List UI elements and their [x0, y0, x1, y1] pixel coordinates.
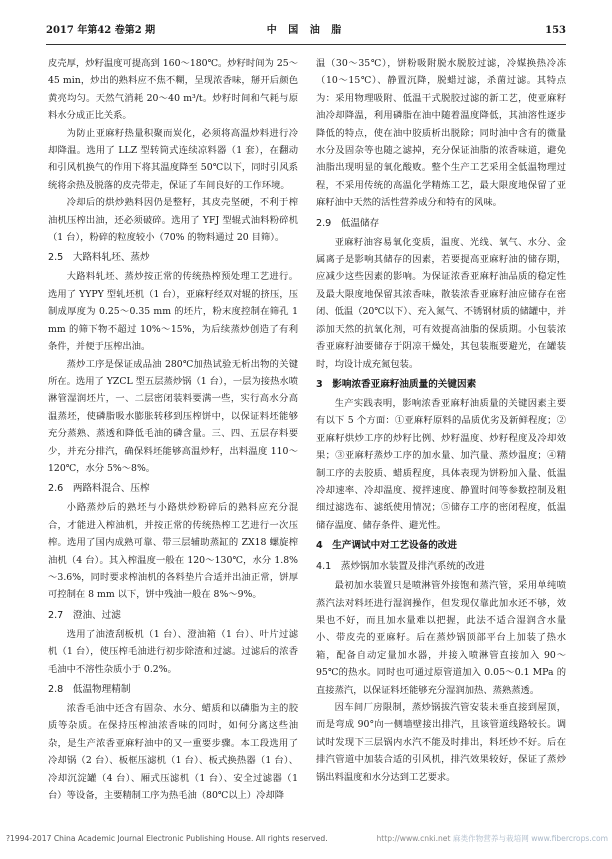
paragraph: 皮壳厚，炒籽温度可提高到 160～180℃。炒籽时间为 25～45 min，炒出的熟料应不焦不糊，呈现浓香味，掰开后颜色黄亮均匀。天然气消耗 20～40 m³/t。炒籽时间和气耗与原料水分成正比关系。	[48, 58, 298, 122]
header-rule	[46, 44, 566, 45]
section-heading: 2.7 澄油、过滤	[48, 609, 121, 621]
paragraph: 为防止亚麻籽热量积聚而炭化，必须将高温炒料进行冷却降温。选用了 LLZ 型转筒式连续凉料器（1 套），在翻动和引风机换气的作用下将其温度降至 50℃以下，同时引风系统将余热及脱落的皮壳带走，保证了车间良好的工作环境。	[48, 127, 298, 191]
footer-right	[376, 832, 608, 846]
paragraph: 亚麻籽油容易氧化变质，温度、光线、氧气、水分、金属离子是影响其储存的因素，若要提高亚麻籽油的储存期，应减少这些因素的影响。为保证浓香亚麻籽油品质的稳定性及最大限度地保留其浓香味，散装浓香亚麻籽油应储存在密闭、低温（20℃以下）、充入氮气、不锈钢材质的储罐中，并添加天然的抗氧化剂，可有效提高油脂的保质期。小包装浓香亚麻籽油要储存于阴凉干燥处，其包装瓶要避光，在罐装时，均设计成充氮包装。	[316, 236, 566, 370]
watermark: 麻类作物营养与栽培网 www.fibercrops.com	[452, 834, 608, 843]
running-header	[46, 22, 566, 40]
paragraph: 小路蒸炒后的熟坯与小路烘炒粉碎后的熟料应充分混合，才能进入榨油机，并按正常的传统热榨工艺进行一次压榨。选用了国内成熟可靠、带三层辅助蒸缸的 ZX18 螺旋榨油机（4 台）。其入榨温度一般在 120～130℃，水分 1.8%～3.6%，同时要求榨油机的各料垫片合适并出油正常，饼厚可控制在 8 mm 以下，饼中残油一般在 8%～9%。	[48, 502, 298, 601]
paragraph: 最初加水装置只是喷淋管外接饱和蒸汽管，采用单纯喷蒸汽法对料坯进行湿润操作，但发现仅靠此加水还不够，效果也不好，而且加水量难以把握，此法不适合湿润含水量小、带皮壳的亚麻籽。后在蒸炒锅顶部平台上加装了热水箱，配备自动定量加水器，并接入喷淋管直接加入 90～95℃的热水。同时也可通过原管道加入 0.05～0.1 MPa 的直接蒸汽，以保证料坯能够充分湿润加热、蒸熟蒸透。	[316, 580, 566, 696]
section-heading: 2.9 低温储存	[316, 217, 380, 229]
paragraph: 温（30～35℃），饼粉吸附脱水脱胶过滤，冷媒换热冷冻（10～15℃）、静置沉降，脱蜡过滤，杀菌过滤。其特点为：采用物理吸附、低温干式脱胶过滤的新工艺，使亚麻籽油冷却降温，利用磷脂在油中随着温度降低，其油溶性逐步降低的特点，使在油中胶质析出脱除；同时油中含有的微量水分及固杂等也随之滤掉，充分保证油脂的浓香味道，避免油脂出现明显的氧化酸败。整个生产工艺采用全低温物理过程，不采用传统的高温化学精炼工艺，最大限度地保留了亚麻籽油中天然的活性营养成分和特有的风味。	[316, 58, 566, 209]
right-column	[316, 55, 566, 810]
left-column	[48, 55, 298, 810]
paragraph: 冷却后的烘炒熟料因仍是整籽，其皮壳坚硬，不利于榨油机压榨出油，还必须破碎。选用了 YFJ 型辊式油料粉碎机（1 台），粉碎的粒度较小（70% 的物料通过 20 目筛）。	[48, 197, 298, 244]
section-heading: 4.1 蒸炒锅加水装置及排汽系统的改进	[316, 561, 485, 573]
page-footer	[0, 832, 612, 846]
site-link[interactable]: http://www.cnki.net	[376, 834, 451, 843]
paragraph: 大路料轧坯、蒸炒按正常的传统热榨预处理工艺进行。选用了 YYPY 型轧坯机（1 台），亚麻籽经双对辊的挤压，压制成厚度为 0.25～0.35 mm 的坯片，粉末度控制在筛孔 1 mm 的筛下物不超过 10%～15%，为后续蒸炒创造了有利条件，并便于压榨出油。	[48, 271, 298, 353]
paragraph: 因车间厂房限制，蒸炒锅拔汽管安装未垂直接到屋顶，而是弯成 90°向一侧墙壁接出排汽，且该管道线路较长。调试时发现下三层锅内水汽不能及时排出，料坯炒不好。后在排汽管道中加装合适的引风机，排汽效果较好，保证了蒸炒锅出料温度和水分达到工艺要求。	[316, 702, 566, 783]
journal-name: 中 国 油 脂	[266, 25, 346, 36]
journal-issue: 2017 年第42 卷第2 期	[46, 25, 156, 36]
paragraph: 选用了油渣刮板机（1 台）、澄油箱（1 台）、叶片过滤机（1 台），使压榨毛油进行初步除渣和过滤。过滤后的浓香毛油中不溶性杂质小于 0.2%。	[48, 628, 298, 675]
paragraph: 蒸炒工序是保证成品油 280℃加热试验无析出物的关键所在。选用了 YZCL 型五层蒸炒锅（1 台），一层为接热水喷淋管湿润坯片，一、二层密闭装料要满一些，实行高水分高温蒸坯，使磷脂吸水膨胀转移到压榨饼中，以保证料坯能够充分蒸熟、蒸透和降低毛油的磷含量。三、四、五层存料要少，并充分排汽，确保料坯能够高温炒籽，出料温度 110～120℃，水分 5%～8%。	[48, 358, 298, 474]
paragraph: 生产实践表明，影响浓香亚麻籽油质量的关键因素主要有以下 5 个方面：①亚麻籽原料的品质优劣及新鲜程度；②亚麻籽烘炒工序的炒籽比例、炒籽温度、炒籽程度及冷却效果；③亚麻籽蒸炒工序的加水量、加汽量、蒸炒温度；④精制工序的去胶质、蜡质程度，具体表现为饼粉加入量、低温冷却速率、冷却温度、搅拌速度、静置时间等参数控制及粗细过滤选布、滤纸使用情况；⑤储存工序的密闭程度，低温储存温度、储存条件、避光性。	[316, 397, 566, 531]
copyright-notice: ?1994-2017 China Academic Journal Electronic Publishing House. All rights reserved.	[6, 834, 328, 843]
paragraph: 浓香毛油中还含有固杂、水分、蜡质和以磷脂为主的胶质等杂质。在保持压榨油浓香味的同时，如何分离这些油杂，是生产浓香亚麻籽油中的又一重要步骤。本工段选用了冷却锅（2 台）、板框压滤机（1 台）、板式换热器（1 台）、冷却沉淀罐（4 台）、厢式压滤机（1 台）、安全过滤器（1 台）等设备，主要精制工序为热毛油（80℃以上）冷却降	[48, 703, 298, 802]
section-heading: 2.8 低温物理精制	[48, 684, 131, 695]
section-heading: 4 生产调试中对工艺设备的改进	[316, 540, 457, 552]
section-heading: 3 影响浓香亚麻籽油质量的关键因素	[316, 378, 477, 390]
section-heading: 2.6 两路料混合、压榨	[48, 483, 150, 495]
page-number: 153	[545, 25, 566, 36]
section-heading: 2.5 大路料轧坯、蒸炒	[48, 252, 150, 264]
